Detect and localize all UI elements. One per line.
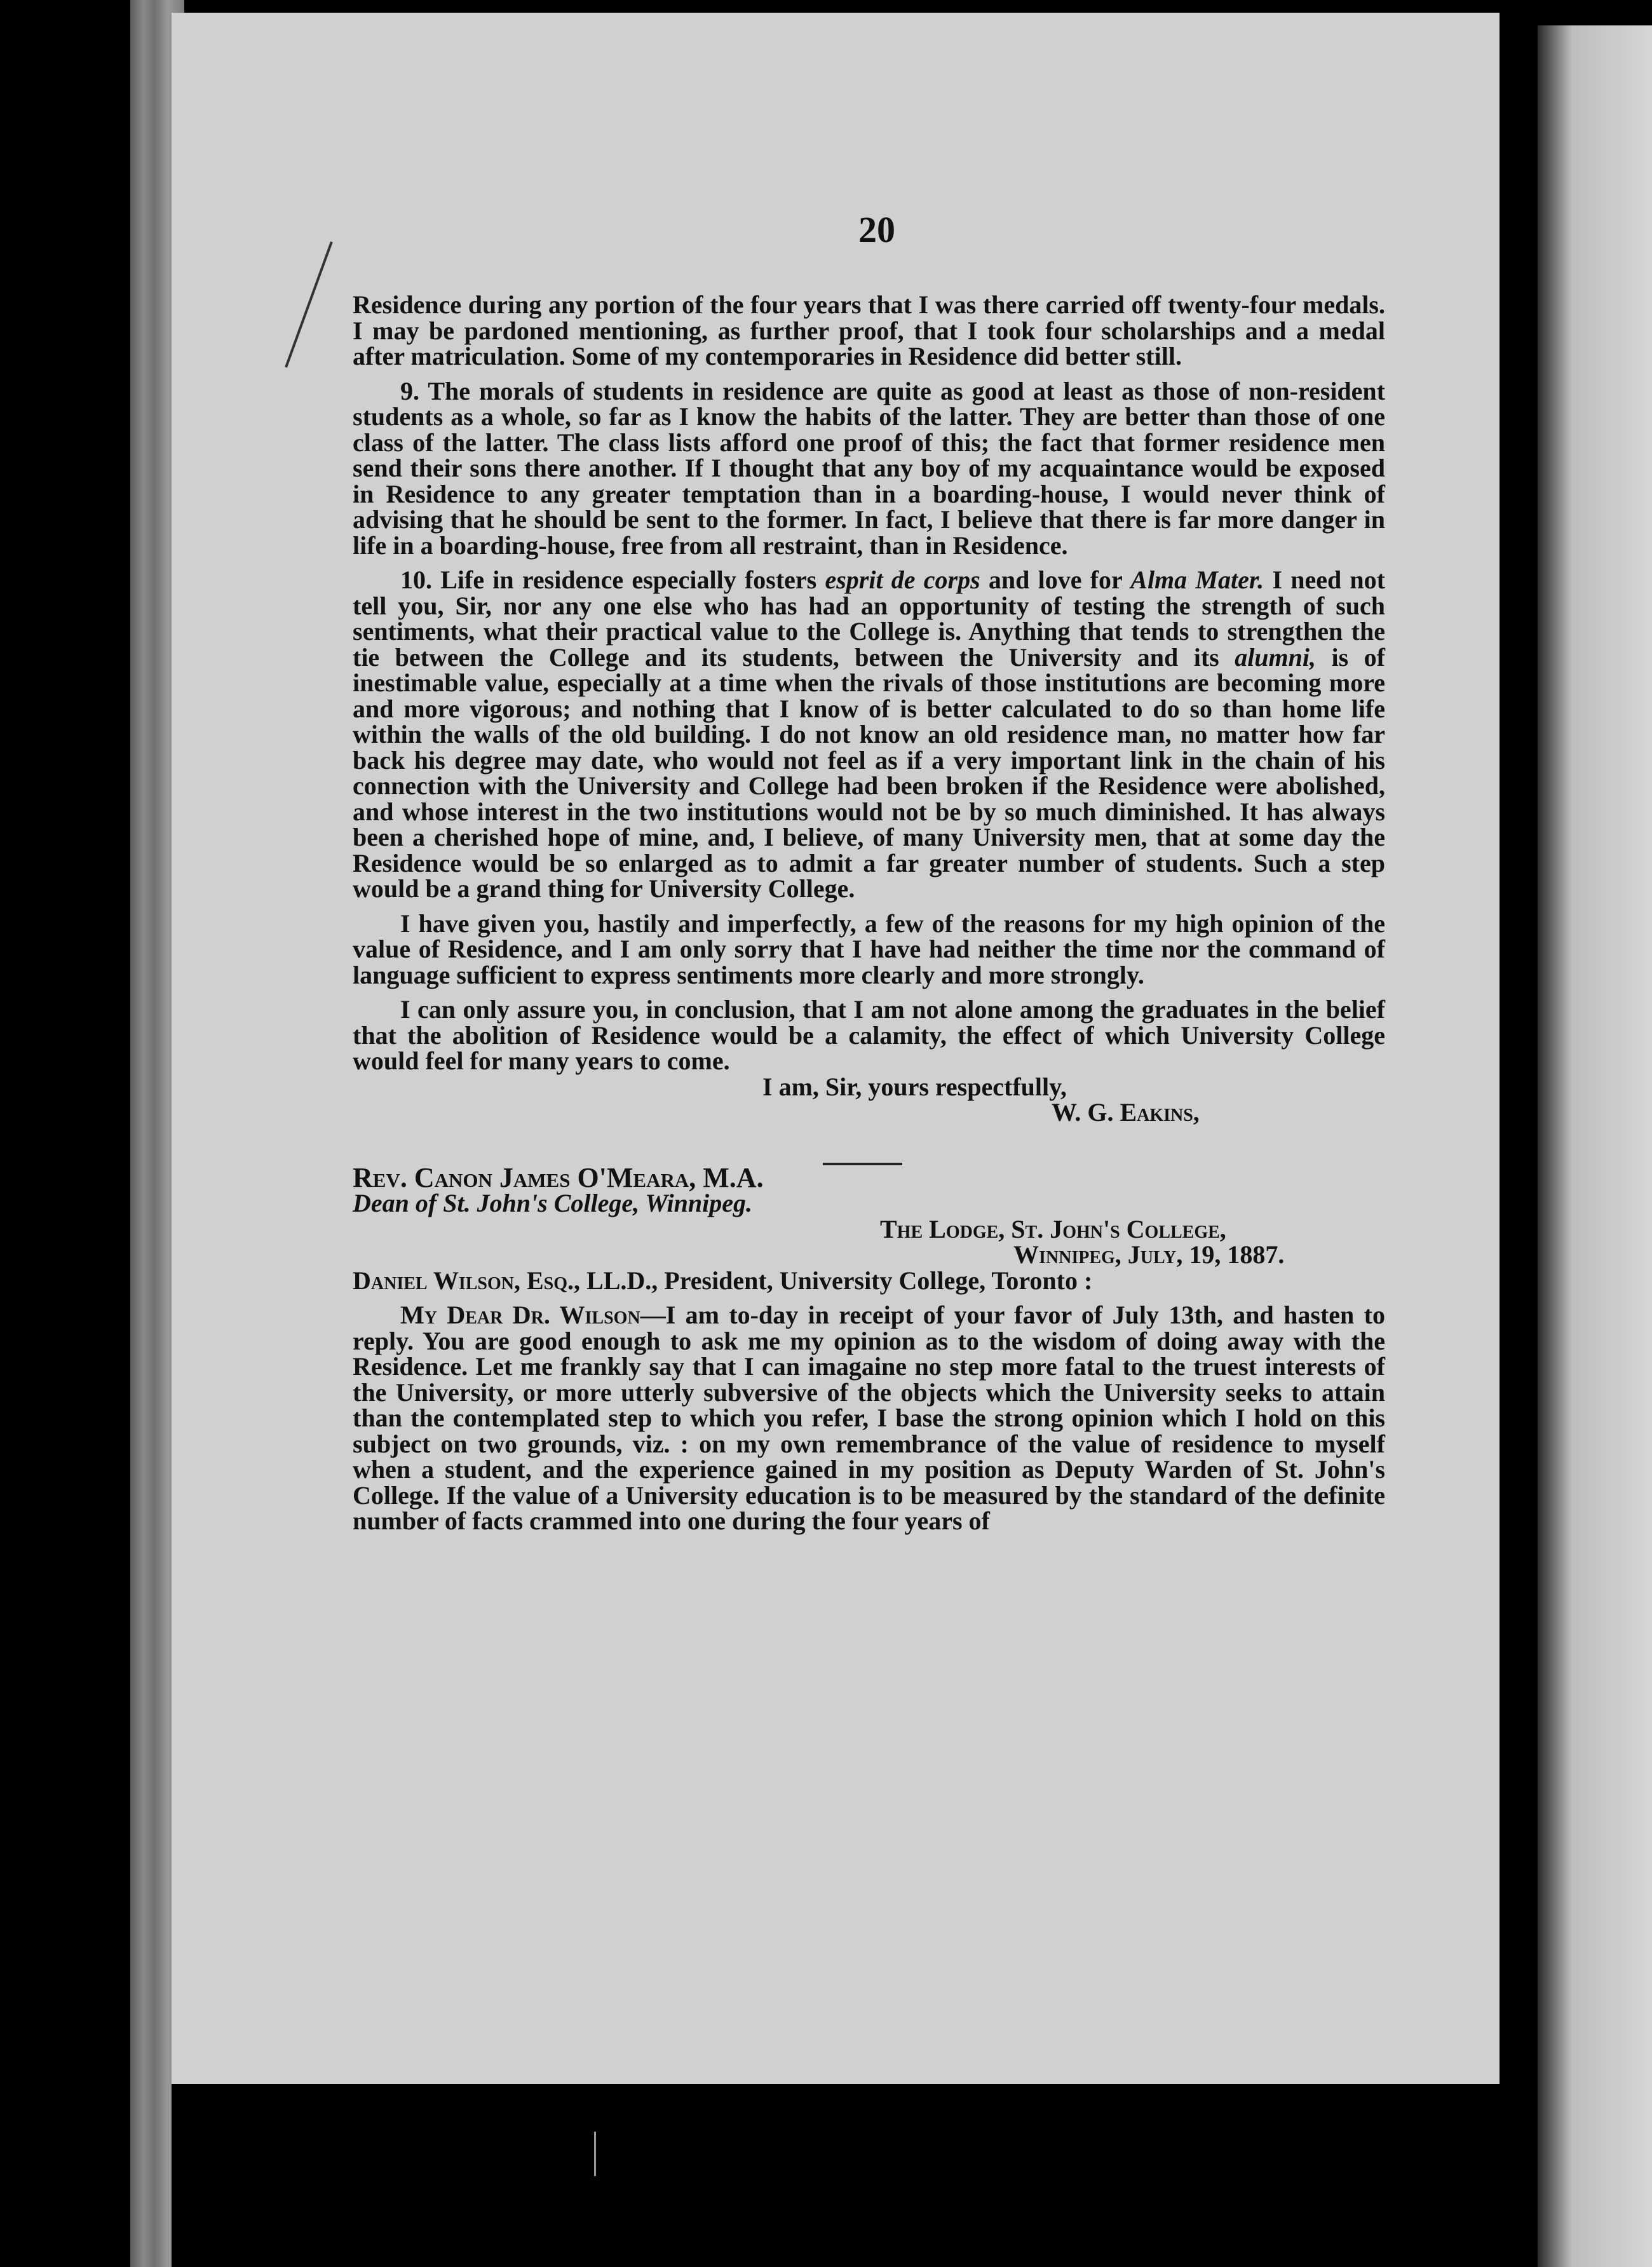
paragraph-continuation: Residence during any portion of the four years that I was there carried off twenty-four medals. I may be pardoned mentioning, as further proof, that I took four scholarships and a medal after matriculation. Some of my contemporaries in Residence did better still. [353,290,1385,370]
paragraph-10: 10. Life in residence especially fosters esprit de corps and love for Alma Mater. I need not tell you, Sir, nor any one else who has had an opportunity of testing the strength of such sentiments, what their practical value to the College is. Anything that tends to strengthen the tie between the College and its students, between the University and its alumni, is of inestimable value, especially at a time when the rivals of those institutions are becoming more and more vigorous; and nothing that I know of is better calculated to do so than home life within the walls of the old building. I do not know an old residence man, no matter how far back his degree may date, who would not feel as if a very important link in the chain of his connection with the University and College had been broken if the Residence were abolished, and whose interest in the two institutions would not be by so much diminished. It has always been a cherished hope of mine, and, I believe, of many University men, that at some day the Residence would be so enlarged as to admit a far greater number of students. Such a step would be a grand thing for University College. [353,565,1385,903]
adjacent-page-edge [1538,25,1652,2267]
paragraph-9: 9. The morals of students in residence are quite as good at least as those of non-resident students as a whole, so far as I know the habits of the latter. They are better than those of one class of the latter. The class lists afford one proof of this; the fact that former residence men send their sons there another. If I thought that any boy of my acquaintance would be exposed in Residence to any greater temptation than in a boarding-house, I would never think of advising that he should be sent to the former. In fact, I believe that there is far more danger in life in a boarding-house, free from all restraint, than in Residence. [353,376,1385,560]
signature: W. G. Eakins, [1052,1098,1200,1127]
pencil-mark [594,2132,596,2176]
letter-heading: Rev. Canon James O'Meara, M.A. [353,1161,764,1193]
letter-subheading: Dean of St. John's College, Winnipeg. [353,1189,752,1217]
address-line-1: The Lodge, St. John's College, [880,1214,1226,1243]
address-line-2: Winnipeg, July, 19, 1887. [1013,1240,1285,1269]
letter-closing: I am, Sir, yours respectfully, [762,1072,1067,1101]
recipient-line: Daniel Wilson, Esq., LL.D., President, University College, Toronto : [353,1266,1093,1295]
paragraph-reasons: I have given you, hastily and imperfectly, a few of the reasons for my high opinion of the value of Residence, and I am only sorry that I have had neither the time nor the command of language sufficient to express sentiments more clearly and more strongly. [353,909,1385,989]
scan-background [172,2084,1500,2267]
letter-body: My Dear Dr. Wilson—I am to-day in receipt of your favor of July 13th, and hasten to reply. You are good enough to ask me my opinion as to the wisdom of doing away with the Residence. Let me frankly say that I can imagaine no step more fatal to the truest interests of the University, or more utterly subversive of the objects which the University seeks to attain than the contemplated step to which you refer, I base the strong opinion which I hold on this subject on two grounds, viz. : on my own remembrance of the value of residence to myself when a student, and the experience gained in my position as Deputy Warden of St. John's College. If the value of a University education is to be measured by the standard of the definite number of facts crammed into one during the four years of [353,1301,1385,1535]
page-text [353,210,1385,1534]
paragraph-conclusion: I can only assure you, in conclusion, that I am not alone among the graduates in the belief that the abolition of Residence would be a calamity, the effect of which University College would feel for many years to come. [353,995,1385,1075]
page-number: 20 [858,209,895,250]
